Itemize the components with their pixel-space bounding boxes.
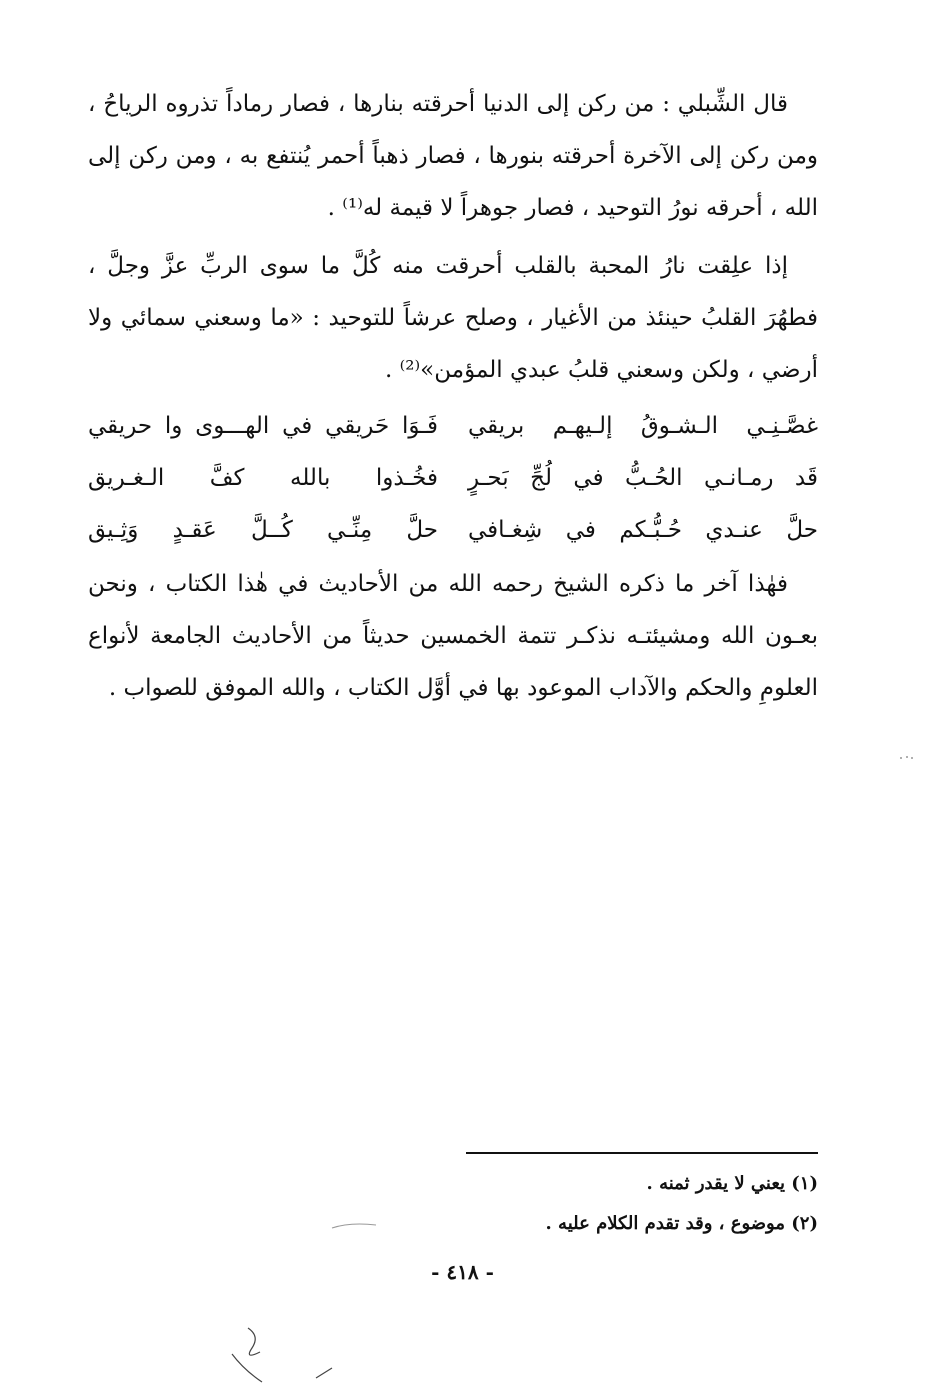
poem xyxy=(88,400,818,556)
paragraph-text: فهٰذا آخر ما ذكره الشيخ رحمه الله من الأحاديث في هٰذا الكتاب ، ونحن بعـون الله ومشيئتـه نذكـر تتمة الخمسين حديثاً من الأحاديث الجامعة لأنواع العلومِ والحكم والآداب الموعود بها في أوَّل الكتاب ، والله الموفق للصواب . xyxy=(88,571,818,701)
page-number: - ٤١٨ - xyxy=(431,1260,494,1284)
poem-verse xyxy=(88,452,818,504)
paragraph-love-fire xyxy=(88,240,818,396)
footnote-2: (٢) موضوع ، وقد تقدم الكلام عليه . xyxy=(545,1213,818,1234)
poem-second-hemistich: فخُـذوا بالله كفَّ الـغـريق xyxy=(88,465,438,491)
poem-verse xyxy=(88,400,818,452)
paragraph-text: قال الشِّبلي : من ركن إلى الدنيا أحرقته بنارها ، فصار رماداً تذروه الرياحُ ، ومن ركن إلى الآخرة أحرقته بنورها ، فصار ذهباً أحمر يُنتفع به ، ومن ركن إلى الله ، أحرقه نورُ التوحيد ، فصار جوهراً لا قيمة له⁽¹⁾ . xyxy=(88,91,818,221)
poem-second-hemistich: فَـوَا حَريقي في الهـــوى وا حريقي xyxy=(88,413,438,439)
pencil-scribble xyxy=(220,1320,340,1385)
poem-verse xyxy=(88,504,818,556)
stray-pen-mark xyxy=(330,1220,380,1234)
paragraph-closing xyxy=(88,558,818,714)
poem-second-hemistich: حلَّ مِنِّـي كُــلَّ عَقـدٍ وَثِـيق xyxy=(88,517,438,543)
paragraph-shibli-quote xyxy=(88,78,818,234)
paragraph-text: إذا علِقت نارُ المحبة بالقلب أحرقت منه كُلَّ ما سوى الربِّ عزَّ وجلَّ ، فطهُرَ القلبُ حينئذ من الأغيار ، وصلح عرشاً للتوحيد : «ما وسعني سمائي ولا أرضي ، ولكن وسعني قلبُ عبدي المؤمن»⁽²⁾ . xyxy=(88,253,818,383)
poem-first-hemistich: قَد رمـانـي الحُـبُّ في لُجِّ بَحـرٍ xyxy=(468,465,818,491)
footnote-1: (١) يعني لا يقدر ثمنه . xyxy=(646,1173,818,1194)
poem-first-hemistich: حلَّ عنـدي حُـبُّـكم في شِغـافي xyxy=(468,517,818,543)
edge-specks xyxy=(898,752,918,762)
poem-first-hemistich: غصَّـنِـي الـشـوقُ إلـيهـم بريقي xyxy=(468,413,818,439)
footnote-separator xyxy=(466,1152,818,1154)
